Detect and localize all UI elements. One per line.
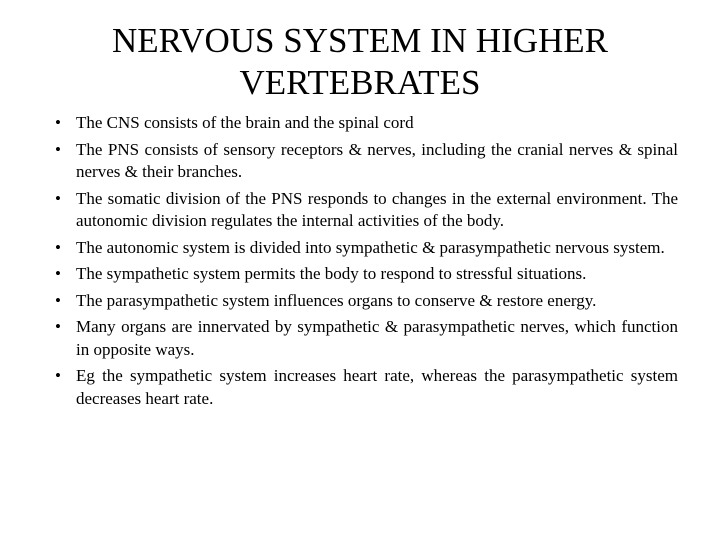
slide-title xyxy=(60,20,660,104)
bullet-item-cns xyxy=(55,112,678,135)
bullet-text: The parasympathetic system influences organs to conserve & restore energy. xyxy=(76,290,597,310)
bullet-item-pns xyxy=(55,139,678,184)
bullet-item-autonomic xyxy=(55,237,678,260)
slide-title-line-2: VERTEBRATES xyxy=(239,63,481,102)
bullet-text: The CNS consists of the brain and the spinal cord xyxy=(76,113,414,132)
bullet-text: The PNS consists of sensory receptors & nerves, including the cranial nerves & spinal nerves & their branches. xyxy=(76,139,678,181)
bullet-text: The autonomic system is divided into sympathetic & parasympathetic nervous system. xyxy=(76,237,665,257)
bullet-text: The sympathetic system permits the body to respond to stressful situations. xyxy=(76,264,587,283)
bullet-dot-icon: • xyxy=(55,290,61,310)
slide-title-line-1: NERVOUS SYSTEM IN HIGHER xyxy=(112,21,608,60)
bullet-dot-icon: • xyxy=(55,237,61,257)
bullet-dot-icon: • xyxy=(55,317,61,336)
bullet-dot-icon: • xyxy=(55,264,61,283)
bullet-item-sympathetic xyxy=(55,263,678,286)
bullet-list xyxy=(55,112,678,414)
bullet-text: Eg the sympathetic system increases heart rate, whereas the parasympathetic system decreases heart rate. xyxy=(76,366,678,408)
bullet-text: Many organs are innervated by sympathetic & parasympathetic nerves, which function in opposite ways. xyxy=(76,317,678,359)
bullet-item-somatic xyxy=(55,188,678,233)
bullet-item-innervation xyxy=(55,316,678,361)
bullet-item-example xyxy=(55,365,678,410)
bullet-item-parasympathetic xyxy=(55,290,678,313)
bullet-dot-icon: • xyxy=(55,366,61,385)
bullet-dot-icon: • xyxy=(55,113,61,132)
bullet-dot-icon: • xyxy=(55,139,61,159)
bullet-dot-icon: • xyxy=(55,188,61,208)
bullet-text: The somatic division of the PNS responds to changes in the external environment. The autonomic division regulates the internal activities of the body. xyxy=(76,188,678,230)
